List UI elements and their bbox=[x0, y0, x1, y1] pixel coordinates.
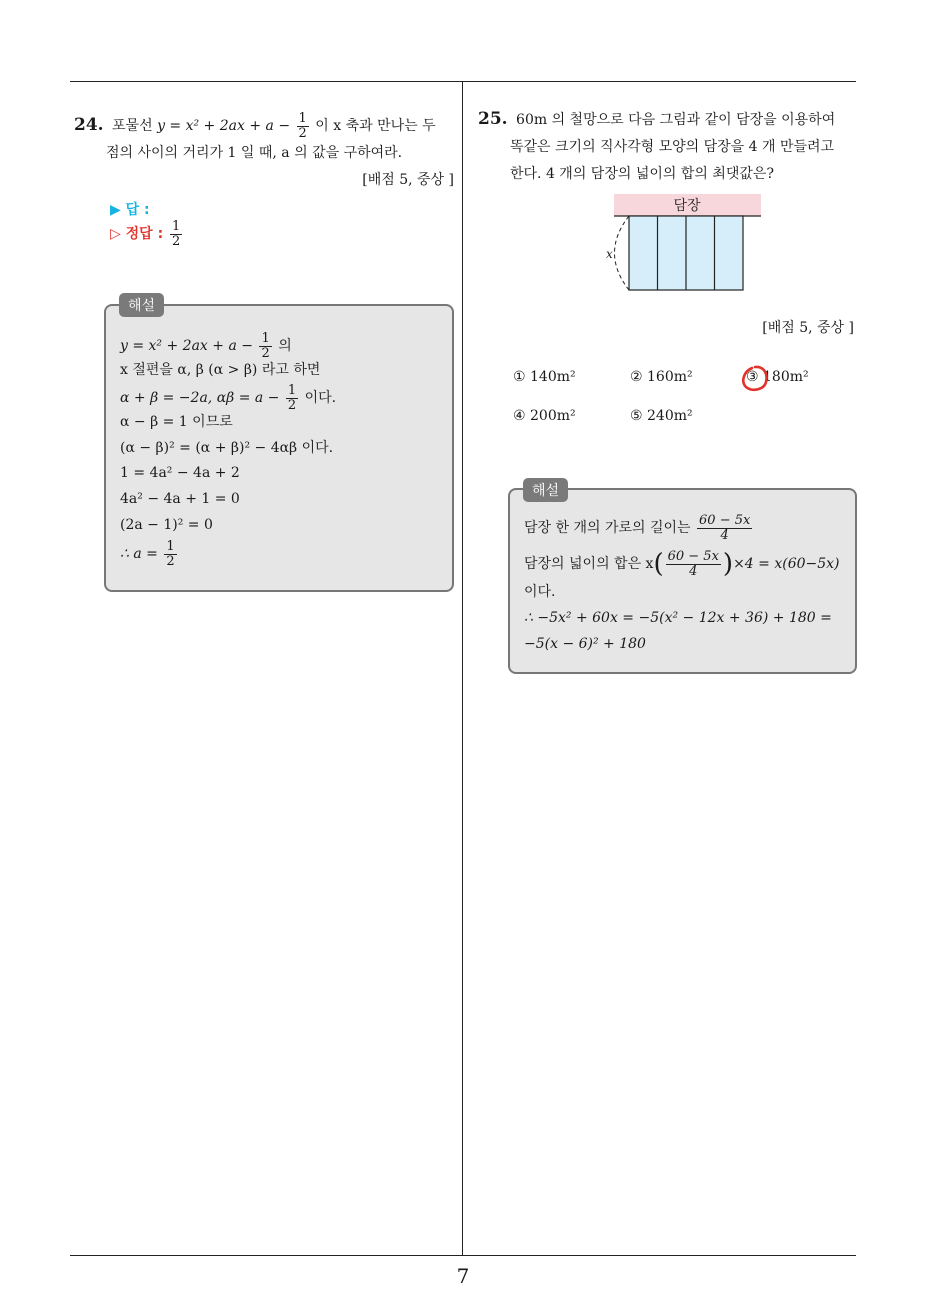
q24-answer bbox=[110, 199, 150, 219]
q25-sol-line-4: ∴ −5x² + 60x = −5(x² − 12x + 36) + 180 = bbox=[524, 610, 832, 626]
choice-2[interactable]: ② 160m² bbox=[630, 369, 693, 385]
selected-choice-mark bbox=[740, 364, 770, 394]
bottom-rule bbox=[70, 1255, 856, 1256]
choice-3[interactable]: ③ 180m² bbox=[746, 369, 809, 385]
q24-equation: y = x² + 2ax + a − bbox=[157, 118, 291, 135]
q24-half-fraction: $\frac{1}{2}$ bbox=[298, 111, 307, 141]
q24-sol-line-7: 4a² − 4a + 1 = 0 bbox=[120, 491, 240, 507]
q25-solution-box bbox=[508, 488, 857, 674]
q25-line3: 한다. 4 개의 담장의 넓이의 합의 최댓값은? bbox=[510, 166, 774, 182]
q24-solution-box bbox=[104, 304, 454, 592]
q24-sol-line-5: (α − β)² = (α + β)² − 4αβ 이다. bbox=[120, 440, 334, 456]
q24-correct-answer bbox=[110, 220, 184, 248]
q25-sol-line-5: −5(x − 6)² + 180 bbox=[524, 636, 646, 652]
question-25 bbox=[478, 106, 858, 188]
q24-answer-label: ▶ 답 : bbox=[110, 202, 150, 218]
dimension-arc bbox=[615, 216, 630, 290]
q25-solution-tag: 해설 bbox=[523, 478, 568, 502]
page-number: 7 bbox=[456, 1264, 470, 1288]
q24-suffix: 이 x 축과 만나는 두 bbox=[315, 118, 436, 135]
choice-5[interactable]: ⑤ 240m² bbox=[630, 408, 693, 424]
q24-sol-line-3: α + β = −2a, αβ = a − $\frac{1}{2}$ 이다. bbox=[120, 383, 337, 413]
top-rule bbox=[70, 81, 856, 82]
q24-correct-value: $\frac{1}{2}$ bbox=[172, 219, 181, 249]
q25-line2: 똑같은 크기의 직사각형 모양의 담장을 4 개 만들려고 bbox=[510, 139, 835, 155]
q25-figure bbox=[598, 192, 768, 296]
q24-score: [배점 5, 중상 ] bbox=[362, 172, 454, 189]
q24-sol-line-9: ∴ a = $\frac{1}{2}$ bbox=[120, 539, 175, 569]
q25-sol-line-1: 담장 한 개의 가로의 길이는 $\frac{60 - 5x}{4}$ bbox=[524, 513, 751, 543]
q24-correct-label: ▷ 정답 : bbox=[110, 226, 164, 243]
choice-1[interactable]: ① 140m² bbox=[513, 369, 576, 385]
wall-label: 담장 bbox=[673, 198, 701, 214]
q24-sol-line-6: 1 = 4a² − 4a + 2 bbox=[120, 465, 240, 481]
choice-4[interactable]: ④ 200m² bbox=[513, 408, 576, 424]
q24-sol-line-8: (2a − 1)² = 0 bbox=[120, 517, 213, 533]
q24-line1 bbox=[74, 112, 454, 140]
q24-prefix: 포물선 bbox=[112, 118, 153, 135]
q24-sol-line-4: α − β = 1 이므로 bbox=[120, 414, 233, 430]
q25-score: [배점 5, 중상 ] bbox=[762, 320, 854, 336]
question-24 bbox=[74, 112, 454, 194]
q24-sol-line-1: y = x² + 2ax + a − $\frac{1}{2}$ 의 bbox=[120, 331, 292, 361]
q25-number: 25. bbox=[478, 109, 508, 129]
var-label: x bbox=[606, 247, 613, 261]
q25-line1: 25. 60m 의 철망으로 다음 그림과 같이 담장을 이용하여 bbox=[478, 109, 836, 129]
q24-sol-line-2: x 절편을 α, β (α > β) 라고 하면 bbox=[120, 362, 321, 378]
q25-sol-line-3: 이다. bbox=[524, 584, 556, 600]
q25-sol-line-2: 담장의 넓이의 합은 x( $\frac{60 - 5x}{4}$ )×4 = x(60−5x) bbox=[524, 549, 840, 580]
q24-number: 24. bbox=[74, 115, 104, 136]
q24-line2: 점의 사이의 거리가 1 일 때, a 의 값을 구하여라. bbox=[106, 145, 403, 162]
column-divider bbox=[462, 82, 463, 1255]
q24-solution-tag: 해설 bbox=[119, 293, 164, 317]
